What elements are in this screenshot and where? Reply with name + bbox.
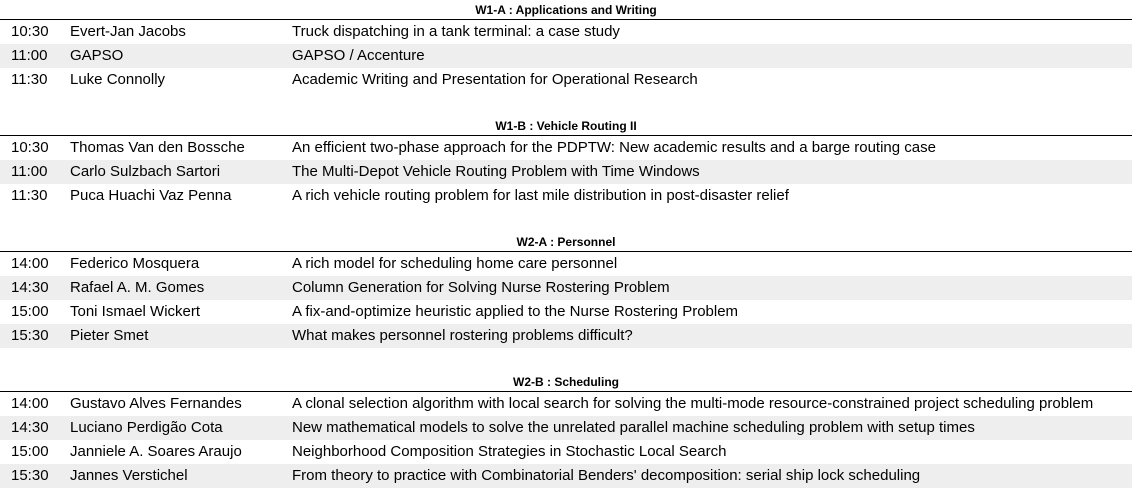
talk-time: 11:30 <box>11 187 48 204</box>
talk-row <box>0 44 1132 68</box>
talk-title: Column Generation for Solving Nurse Rostering Problem <box>292 279 670 296</box>
talk-time: 10:30 <box>11 23 49 40</box>
talk-time: 11:00 <box>11 47 48 64</box>
session-w1-a <box>0 0 1132 116</box>
talk-row <box>0 20 1132 44</box>
talk-title: The Multi-Depot Vehicle Routing Problem with Time Windows <box>292 163 700 180</box>
talk-speaker: Toni Ismael Wickert <box>70 303 201 320</box>
talk-title: A rich model for scheduling home care personnel <box>292 255 618 272</box>
talk-row <box>0 276 1132 300</box>
talk-title: Truck dispatching in a tank terminal: a case study <box>292 23 620 40</box>
talk-time: 15:30 <box>11 467 49 484</box>
talk-time: 15:00 <box>11 443 49 460</box>
session-header: W2-A : Personnel <box>0 232 1132 252</box>
talk-title: Neighborhood Composition Strategies in Stochastic Local Search <box>292 443 727 460</box>
talk-speaker: GAPSO <box>70 47 124 64</box>
talk-row <box>0 416 1132 440</box>
session-w2-a <box>0 232 1132 372</box>
talk-row <box>0 300 1132 324</box>
talk-speaker: Evert-Jan Jacobs <box>70 23 186 40</box>
talk-row <box>0 440 1132 464</box>
session-header: W2-B : Scheduling <box>0 372 1132 392</box>
talk-row <box>0 136 1132 160</box>
talk-title: A rich vehicle routing problem for last mile distribution in post-disaster relief <box>292 187 789 204</box>
talk-row <box>0 68 1132 92</box>
talk-speaker: Luciano Perdigão Cota <box>70 419 223 436</box>
talk-title: GAPSO / Accenture <box>292 47 425 64</box>
talk-time: 11:00 <box>11 163 48 180</box>
talk-time: 14:00 <box>11 255 49 272</box>
talk-time: 15:00 <box>11 303 49 320</box>
session-spacer <box>0 92 1132 116</box>
talk-row <box>0 160 1132 184</box>
talk-speaker: Gustavo Alves Fernandes <box>70 395 242 412</box>
talk-title: An efficient two-phase approach for the PDPTW: New academic results and a barge routing case <box>292 139 936 156</box>
talk-title: From theory to practice with Combinatorial Benders' decomposition: serial ship lock scheduling <box>292 467 921 484</box>
talk-row <box>0 464 1132 488</box>
talk-speaker: Federico Mosquera <box>70 255 200 272</box>
session-w2-b <box>0 372 1132 488</box>
talk-title: A fix-and-optimize heuristic applied to the Nurse Rostering Problem <box>292 303 739 320</box>
talk-title: A clonal selection algorithm with local search for solving the multi-mode resource-constrained project scheduling problem <box>292 395 1094 412</box>
talk-speaker: Janniele A. Soares Araujo <box>70 443 242 460</box>
session-spacer <box>0 208 1132 232</box>
talk-speaker: Pieter Smet <box>70 327 149 344</box>
talk-speaker: Rafael A. M. Gomes <box>70 279 205 296</box>
talk-time: 14:30 <box>11 419 49 436</box>
talk-speaker: Puca Huachi Vaz Penna <box>70 187 232 204</box>
talk-time: 14:30 <box>11 279 49 296</box>
talk-title: What makes personnel rostering problems difficult? <box>292 327 633 344</box>
session-spacer <box>0 348 1132 372</box>
session-w1-b <box>0 116 1132 232</box>
talk-time: 11:30 <box>11 71 48 88</box>
talk-row <box>0 392 1132 416</box>
talk-row <box>0 184 1132 208</box>
talk-title: New mathematical models to solve the unrelated parallel machine scheduling problem with setup times <box>292 419 975 436</box>
talk-speaker: Luke Connolly <box>70 71 166 88</box>
session-header: W1-B : Vehicle Routing II <box>0 116 1132 136</box>
talk-speaker: Jannes Verstichel <box>70 467 188 484</box>
talk-time: 15:30 <box>11 327 49 344</box>
talk-speaker: Carlo Sulzbach Sartori <box>70 163 221 180</box>
talk-title: Academic Writing and Presentation for Operational Research <box>292 71 698 88</box>
talk-time: 14:00 <box>11 395 49 412</box>
talk-row <box>0 324 1132 348</box>
talk-row <box>0 252 1132 276</box>
talk-time: 10:30 <box>11 139 49 156</box>
session-header: W1-A : Applications and Writing <box>0 0 1132 20</box>
talk-speaker: Thomas Van den Bossche <box>70 139 245 156</box>
